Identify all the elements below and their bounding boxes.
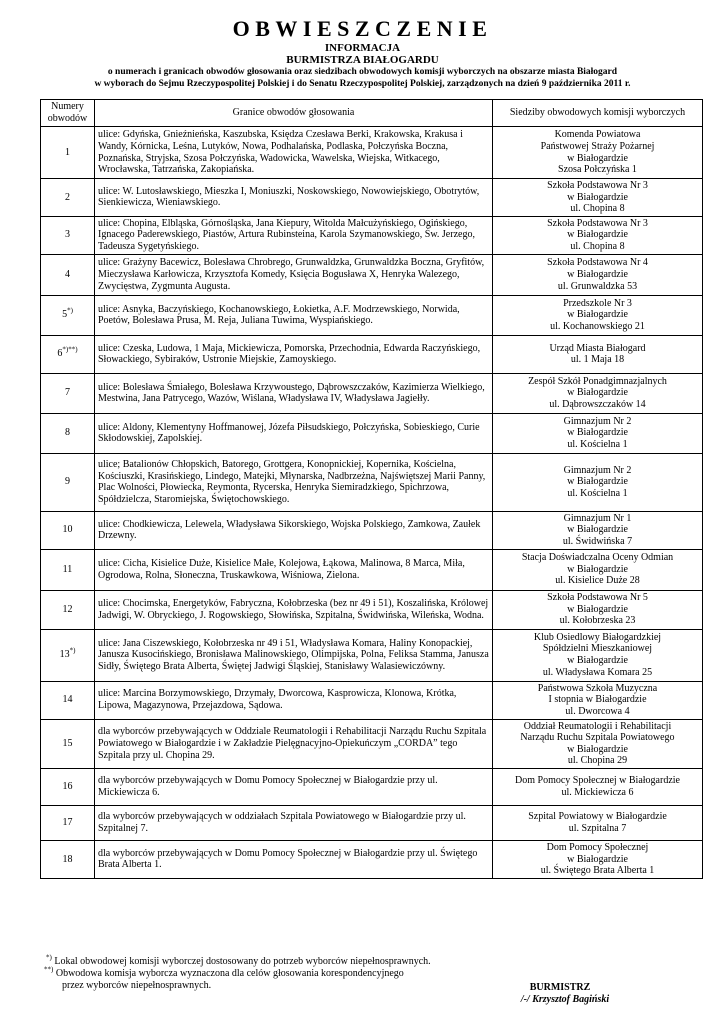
district-number [41,295,95,335]
district-boundaries: ulice: Chocimska, Energetyków, Fabryczna, Kołobrzeska (bez nr 49 i 51), Koszalińska, Królowej Jadwigi, W. Obryckiego, J. Rogowskiego, Słowińska, Szpitalna, Świdwińska, Wileńska, Wodna. [95,590,493,629]
table-row [41,254,703,295]
footnote-mark-single: *) [46,953,52,962]
commission-seat-line: ul. Szpitalna 7 [568,822,627,834]
commission-seat [493,629,703,681]
district-boundaries: ulice: Marcina Borzymowskiego, Drzymały, Dworcowa, Kasprowicza, Klonowa, Krótka, Lipowa, Magazynowa, Przejazdowa, Sądowa. [95,681,493,719]
signature-title: BURMISTRZ [529,982,591,993]
commission-seat [493,373,703,413]
footnote-postal [44,965,404,980]
commission-seat-line: w Białogardzie [567,191,628,203]
commission-seat-line: Dom Pomocy Społecznej [546,842,649,854]
district-footnote-mark: *) [67,307,73,316]
table-row [41,295,703,335]
commission-seat-line: Klub Osiedlowy Białogardzkiej [533,631,662,643]
commission-seat-line: Oddział Reumatologii i Rehabilitacji [523,720,672,732]
district-number [41,127,95,179]
table-header-row [41,100,703,127]
commission-seat-line: w Białogardzie [567,603,628,615]
commission-seat-line: Zespół Szkół Ponadgimnazjalnych [528,375,667,387]
district-boundaries: ulice: Chodkiewicza, Lelewela, Władysława Sikorskiego, Wojska Polskiego, Zamkowa, Zaułek Drzewny. [95,511,493,549]
commission-seat-line: Dom Pomocy Społecznej w Białogardzie [515,775,680,787]
commission-seat-line: Stacja Doświadczalna Oceny Odmian [521,552,674,564]
commission-seat [493,805,703,840]
table-row [41,413,703,453]
intro-line-1: o numerach i granicach obwodów głosowania oraz siedzibach obwodowych komisji wyborczych na obszarze miasta Białogard [107,67,618,77]
district-boundaries: ulice: Asnyka, Baczyńskiego, Kochanowskiego, Łokietka, A.F. Modrzewskiego, Norwida, Poetów, Bolesława Prusa, M. Reja, Juliana Tuwima, Wyspiańskiego. [95,295,493,335]
district-footnote-mark: *) [69,646,76,655]
district-boundaries: ulice: Czeska, Ludowa, 1 Maja, Mickiewicza, Pomorska, Przechodnia, Edwarda Raczyńskiego, Słowackiego, Sybiraków, Ustronie Miejskie, Zamoyskiego. [95,335,493,373]
commission-seat-line: I stopnia w Białogardzie [548,694,647,706]
table-row [41,719,703,768]
table-row [41,629,703,681]
commission-seat-line: w Białogardzie [567,524,628,536]
district-boundaries: dla wyborców przebywających w Domu Pomocy Społecznej w Białogardzie przy ul. Mickiewicza 6. [95,768,493,805]
commission-seat-line: ul. Kołobrzeska 23 [559,615,636,627]
commission-seat-line: ul. Grunwaldzka 53 [557,280,638,292]
district-number [41,805,95,840]
district-number-value: 9 [65,476,70,488]
district-boundaries: dla wyborców przebywających w Domu Pomocy Społecznej w Białogardzie przy ul. Świętego Brata Alberta 1. [95,840,493,878]
commission-seat-line: Narządu Ruchu Szpitala Powiatowego [520,732,675,744]
district-boundaries: ulice; Batalionów Chłopskich, Batorego, Grottgera, Konopnickiej, Kopernika, Kościelna, Kościuszki, Krasińskiego, Lindego, Matejki, Młynarska, Nadbrzeżna, Najświętszej Marii Panny, Plac Wolności, Płowiecka, Reymonta, Rycerska, Henryka Siemiradzkiego, Spichrzowa, Spółdzielcza, Staromiejska, Świętochowskiego. [95,453,493,511]
document-intro [0,67,725,90]
table-row [41,840,703,878]
commission-seat-line: Szpital Powiatowy w Białogardzie [528,811,667,823]
commission-seat [493,549,703,590]
commission-seat-line: Gimnazjum Nr 2 [563,415,632,427]
district-number-value: 2 [65,191,70,203]
signature-name: /-/ Krzysztof Bagiński [520,994,610,1005]
commission-seat-line: ul. Dworcowa 4 [565,705,630,717]
commission-seat [493,840,703,878]
district-number-value: 17 [62,817,73,829]
commission-seat-line: ul. Kochanowskiego 21 [550,321,645,333]
district-number [41,254,95,295]
footnote-postal-text: Obwodowa komisja wyborcza wyznaczona dla celów głosowania korespondencyjnego [55,968,404,979]
district-boundaries: dla wyborców przebywających w Oddziale Reumatologii i Rehabilitacji Narządu Ruchu Szpitala Powiatowego w Białogardzie i w Zakładzie Pielęgnacyjno-Opiekuńczym „CORDA” tego Szpitala przy ul. Chopina 29. [95,719,493,768]
commission-seat [493,590,703,629]
commission-seat-line: ul. Kościelna 1 [567,439,628,451]
district-number-value: 18 [62,853,73,865]
district-number-value: 1 [65,146,70,158]
commission-seat-line: Państwowa Szkoła Muzyczna [537,682,658,694]
commission-seat [493,453,703,511]
commission-seat-line: w Białogardzie [567,563,628,575]
commission-seat-line: ul. Świętego Brata Alberta 1 [540,865,655,877]
commission-seat-line: Gimnazjum Nr 1 [563,512,632,524]
commission-seat-line: w Białogardzie [567,387,628,399]
table-row [41,549,703,590]
district-boundaries: ulice: Bolesława Śmiałego, Bolesława Krzywoustego, Dąbrowszczaków, Kazimierza Wielkiego, Mestwina, Jana Patrycego, Wazów, Wiślana, Władysława IV, Władysława Jagiełły. [95,373,493,413]
footnote-accessible-text: Lokal obwodowej komisji wyborczej dostosowany do potrzeb wyborców niepełnosprawnych. [54,956,431,967]
district-number-value: 3 [65,229,70,241]
district-number [41,590,95,629]
commission-seat-line: w Białogardzie [567,309,628,321]
district-boundaries: ulice: W. Lutosławskiego, Mieszka I, Moniuszki, Noskowskiego, Nowowiejskiego, Obotrytów, Sienkiewicza, Wieniawskiego. [95,179,493,217]
commission-seat [493,335,703,373]
header-commission-seat: Siedziby obwodowych komisji wyborczych [493,100,703,127]
district-number-value: 11 [62,563,73,575]
district-number [41,413,95,453]
commission-seat [493,681,703,719]
document-title: OBWIESZCZENIE [232,16,493,41]
table-row [41,335,703,373]
commission-seat-line: Komenda Powiatowa [554,129,641,141]
commission-seat-line: ul. Chopina 8 [570,241,625,253]
district-number [41,549,95,590]
district-boundaries: ulice: Aldony, Klementyny Hoffmanowej, Józefa Piłsudskiego, Połczyńska, Sobieskiego, Curie Skłodowskiej, Zapolskiej. [95,413,493,453]
commission-seat-line: w Białogardzie [567,743,628,755]
commission-seat-line: Szosa Połczyńska 1 [558,164,637,176]
commission-seat-line: ul. Chopina 8 [570,203,625,215]
document-subtitle-information: INFORMACJA [324,42,401,54]
table-row [41,681,703,719]
commission-seat [493,768,703,805]
district-number-value: 6 [57,348,63,360]
commission-seat-line: w Białogardzie [567,655,628,667]
commission-seat [493,295,703,335]
header-district-number: Numery obwodów [41,100,95,127]
district-number-value: 14 [62,694,73,706]
commission-seat-line: Szkoła Podstawowa Nr 5 [547,592,648,604]
table-row [41,805,703,840]
district-number-value: 13 [59,649,70,661]
commission-seat [493,254,703,295]
commission-seat-line: ul. Kościelna 1 [567,488,628,500]
district-boundaries: ulice: Jana Ciszewskiego, Kołobrzeska nr 49 i 51, Władysława Komara, Haliny Konopackiej, Janusza Kusocińskiego, Bronisława Malinowskiego, Olimpijska, Polna, Feliksa Stamma, Janusza Sidły, Świętego Brata Alberta, Świętej Jadwigi Śląskiej, Stanisławy Walasiewiczówny. [95,629,493,681]
commission-seat-line: w Białogardzie [567,152,628,164]
district-number [41,179,95,217]
table-row [41,511,703,549]
commission-seat-line: Szkoła Podstawowa Nr 3 [547,217,648,229]
district-number [41,840,95,878]
district-number [41,681,95,719]
commission-seat-line: w Białogardzie [567,853,628,865]
district-number-value: 10 [62,524,73,536]
district-number [41,373,95,413]
commission-seat [493,511,703,549]
district-number-value: 7 [65,387,70,399]
table-row [41,590,703,629]
district-boundaries: ulice: Cicha, Kisielice Duże, Kisielice Małe, Kolejowa, Łąkowa, Malinowa, 8 Marca, Miła, Ogrodowa, Rolna, Słoneczna, Truskawkowa, Wiśniowa, Zielona. [95,549,493,590]
district-number-value: 12 [62,603,73,615]
commission-seat-line: Spółdzielni Mieszkaniowej [542,643,653,655]
district-number-value: 15 [62,737,73,749]
commission-seat-line: ul. Kisielice Duże 28 [555,575,640,587]
commission-seat-line: w Białogardzie [567,268,628,280]
district-number-value: 4 [65,268,70,280]
voting-districts-table [40,99,703,879]
footnote-mark-double: **) [44,965,54,974]
district-number [41,768,95,805]
district-number-value: 5 [62,309,68,321]
table-row [41,216,703,254]
commission-seat-line: Urząd Miasta Białogard [549,342,646,354]
district-number [41,719,95,768]
footnote-accessible [46,953,431,968]
district-boundaries: ulice: Gdyńska, Gnieźnieńska, Kaszubska, Księdza Czesława Berki, Krakowska, Krakusa i Wandy, Kórnicka, Leśna, Lutyków, Nowa, Podhalańska, Podlaska, Połczyńska Boczna, Poznańska, Stryjska, Szosa Połczyńska, Wadowicka, Wawelska, Wiejska, Witkacego, Wrocławska, Tatrzańska, Zakopiańska. [95,127,493,179]
table-row [41,453,703,511]
commission-seat-line: Przedszkole Nr 3 [563,297,632,309]
table-row [41,127,703,179]
commission-seat-line: w Białogardzie [567,427,628,439]
commission-seat-line: Państwowej Straży Pożarnej [540,140,655,152]
district-number-value: 16 [62,781,73,793]
district-boundaries: ulice: Grażyny Bacewicz, Bolesława Chrobrego, Grunwaldzka, Grunwaldzka Boczna, Gryfitów, Mieczysława Karłowicza, Krzysztofa Komedy, Księcia Bogusława X, Henryka Walezego, Zwycięstwa, Zygmunta Augusta. [95,254,493,295]
document-subtitle-mayor: BURMISTRZA BIAŁOGARDU [286,54,439,66]
table-row [41,179,703,217]
commission-seat-line: ul. Mickiewicza 6 [561,786,634,798]
commission-seat [493,413,703,453]
district-number [41,453,95,511]
commission-seat [493,179,703,217]
table-row [41,768,703,805]
commission-seat-line: Szkoła Podstawowa Nr 4 [547,257,648,269]
commission-seat-line: w Białogardzie [567,229,628,241]
commission-seat-line: ul. Dąbrowszczaków 14 [549,399,646,411]
intro-line-2: w wyborach do Sejmu Rzeczypospolitej Polskiej i do Senatu Rzeczypospolitej Polskiej, zarządzonych na dzień 9 października 2011 r. [94,78,631,89]
commission-seat-line: ul. 1 Maja 18 [570,354,625,366]
commission-seat-line: Szkoła Podstawowa Nr 3 [547,180,648,191]
commission-seat-line: ul. Świdwińska 7 [562,535,633,547]
district-number [41,511,95,549]
table-row [41,373,703,413]
district-boundaries: dla wyborców przebywających w oddziałach Szpitala Powiatowego w Białogardzie przy ul. Szpitalnej 7. [95,805,493,840]
header-district-boundaries: Granice obwodów głosowania [95,100,493,127]
district-number [41,335,95,373]
commission-seat [493,127,703,179]
district-boundaries: ulice: Chopina, Elbląska, Górnośląska, Jana Kiepury, Witolda Małcużyńskiego, Ogińskiego, Ignacego Paderewskiego, Piastów, Artura Rubinsteina, Karola Szymanowskiego, Św. Jerzego, Tadeusza Sygetyńskiego. [95,216,493,254]
commission-seat-line: Gimnazjum Nr 2 [563,464,632,476]
table-body [41,127,703,879]
commission-seat [493,216,703,254]
commission-seat-line: ul. Chopina 29 [567,755,628,767]
commission-seat [493,719,703,768]
district-number [41,216,95,254]
district-number [41,629,95,681]
commission-seat-line: w Białogardzie [567,476,628,488]
footnote-postal-continuation: przez wyborców niepełnosprawnych. [62,980,212,991]
district-footnote-mark: *)**) [62,346,78,355]
district-number-value: 8 [65,427,70,439]
commission-seat-line: ul. Władysława Komara 25 [542,666,653,678]
